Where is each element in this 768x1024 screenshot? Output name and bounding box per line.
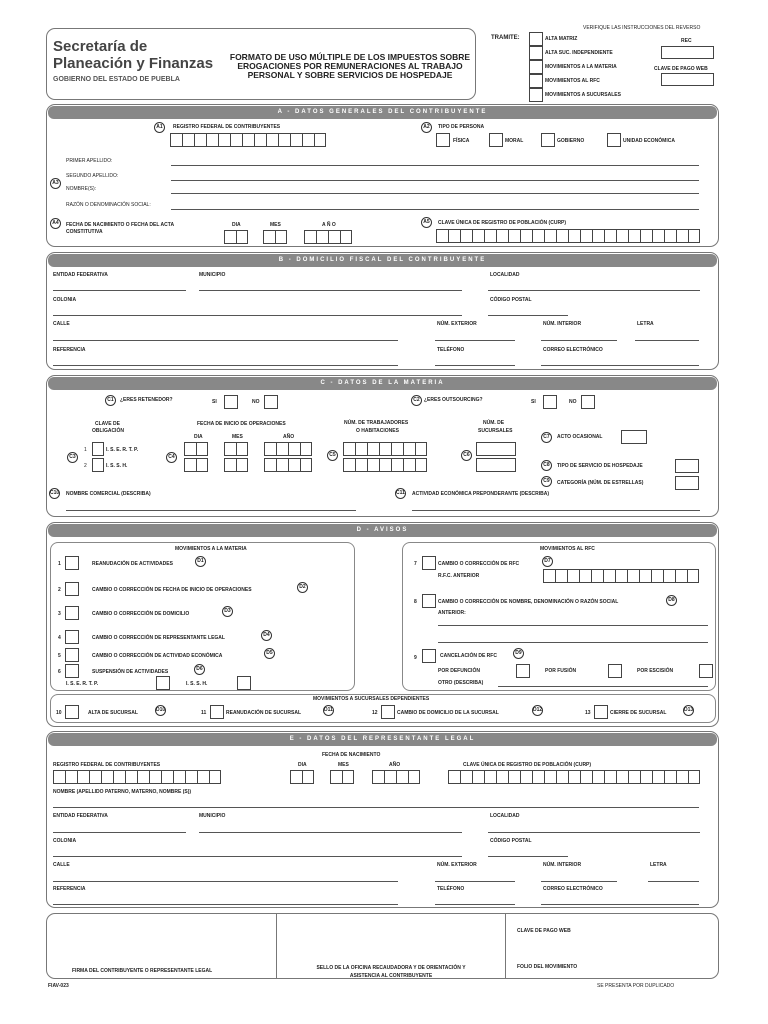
b-letra-label: LETRA (637, 321, 654, 327)
d2-marker: D2 (297, 582, 308, 593)
d-item9-checkbox[interactable] (422, 649, 436, 663)
d-item8-num: 8 (414, 599, 417, 605)
b-numext-line[interactable] (435, 340, 515, 341)
d-item4-label: CAMBIO O CORRECCIÓN DE REPRESENTANTE LEGAL (92, 635, 225, 641)
iser-checkbox[interactable] (92, 442, 104, 456)
tramite-alta-suc-label: ALTA SUC. INDEPENDIENTE (545, 50, 613, 56)
d-iser-label: I. S. E. R. T. P. (66, 681, 99, 687)
moral-label: MORAL (505, 138, 524, 144)
e-municipio-line[interactable] (199, 832, 462, 833)
retenedor-no-checkbox[interactable] (264, 395, 278, 409)
nombre-line[interactable] (171, 193, 699, 194)
org-name-1: Secretaría de (53, 38, 148, 55)
tramite-mov-sucursales-label: MOVIMIENTOS A SUCURSALES (545, 92, 621, 98)
b-colonia-line[interactable] (53, 315, 462, 316)
a5-marker: A5 (421, 217, 432, 228)
e-numext-line[interactable] (435, 881, 515, 882)
e-correo-label: CORREO ELECTRÓNICO (543, 886, 603, 892)
b-localidad-line[interactable] (488, 290, 700, 291)
d-item1-label: REANUDACIÓN DE ACTIVIDADES (92, 561, 173, 567)
e-telefono-line[interactable] (435, 904, 515, 905)
sucursales-label-2: SUCURSALES (478, 428, 513, 434)
tramite-mov-rfc-checkbox[interactable] (529, 74, 543, 88)
d-item10-num: 10 (56, 710, 62, 716)
d-item13-num: 13 (585, 710, 591, 716)
b-municipio-line[interactable] (199, 290, 462, 291)
anterior-line-2[interactable] (438, 642, 708, 643)
outsourcing-no-label: NO (569, 399, 577, 405)
primer-apellido-label: PRIMER APELLIDO: (66, 158, 113, 164)
d-item9-num: 9 (414, 655, 417, 661)
d-item11-label: REANUDACIÓN DE SUCURSAL (226, 710, 302, 716)
d3-marker: D3 (222, 606, 233, 617)
d-item2-checkbox[interactable] (65, 582, 79, 596)
sucursales-label-1: NÚM. DE (483, 420, 505, 426)
tramite-alta-suc-checkbox[interactable] (529, 46, 543, 60)
segundo-apellido-label: SEGUNDO APELLIDO: (66, 173, 119, 179)
clave-web-field[interactable] (661, 73, 714, 86)
e-entidad-label: ENTIDAD FEDERATIVA (53, 813, 108, 819)
tramite-mov-rfc-label: MOVIMIENTOS AL RFC (545, 78, 600, 84)
unidad-checkbox[interactable] (607, 133, 621, 147)
outsourcing-si-checkbox[interactable] (543, 395, 557, 409)
d-item6-checkbox[interactable] (65, 664, 79, 678)
d-iser-checkbox[interactable] (156, 676, 170, 690)
trabajadores-label-2: O HABITACIONES (356, 428, 399, 434)
title-line-2: EROGACIONES POR REMUNERACIONES AL TRABAJO (237, 61, 463, 71)
a4-marker: A4 (50, 218, 61, 229)
anterior-line-1[interactable] (438, 625, 708, 626)
e-cp-label: CÓDIGO POSTAL (490, 838, 532, 844)
d-item7-checkbox[interactable] (422, 556, 436, 570)
b-calle-label: CALLE (53, 321, 70, 327)
section-e-title: E - DATOS DEL REPRESENTANTE LEGAL (48, 733, 717, 746)
issh-label: I. S. S. H. (106, 463, 128, 469)
trabajadores-label-1: NÚM. DE TRABAJADORES (344, 420, 409, 426)
firma-label: FIRMA DEL CONTRIBUYENTE O REPRESENTANTE LEGAL (72, 968, 213, 974)
a-dia-grid[interactable] (224, 230, 248, 244)
actividad-line[interactable] (412, 510, 700, 511)
a-curp-label: CLAVE ÚNICA DE REGISTRO DE POBLACIÓN (CURP) (438, 220, 567, 226)
a3-marker: A3 (50, 178, 61, 189)
signature-divider-2 (505, 913, 506, 979)
title-line-1: FORMATO DE USO MÚLTIPLE DE LOS IMPUESTOS SOBRE (229, 52, 471, 62)
a-mes-grid[interactable] (263, 230, 287, 244)
c6-marker: C6 (461, 450, 472, 461)
fisica-label: FÍSICA (453, 138, 470, 144)
signature-divider-1 (276, 913, 277, 979)
clave-oblig-1: CLAVE DE (95, 421, 120, 427)
b-cp-label: CÓDIGO POSTAL (490, 297, 532, 303)
e-dia-label: DIA (298, 762, 307, 768)
razon-line[interactable] (171, 209, 699, 210)
b-entidad-line[interactable] (53, 290, 186, 291)
defuncion-checkbox[interactable] (516, 664, 530, 678)
e-fecha-nac-label: FECHA DE NACIMIENTO (322, 752, 381, 758)
d-item11-num: 11 (201, 710, 207, 716)
d-item8-label: CAMBIO O CORRECCIÓN DE NOMBRE, DENOMINACIÓN O RAZÓN SOCIAL (438, 599, 619, 605)
d13-marker: D13 (683, 705, 694, 716)
fecha-acta-label-1: FECHA DE NACIMIENTO O FECHA DEL ACTA (66, 222, 175, 228)
e-dia-grid[interactable] (290, 770, 314, 784)
primer-apellido-line[interactable] (171, 165, 699, 166)
d5-marker: D5 (264, 648, 275, 659)
retenedor-si-checkbox[interactable] (224, 395, 238, 409)
gobierno-label: GOBIERNO (557, 138, 585, 144)
fusion-label: POR FUSIÓN (545, 668, 577, 674)
b-numint-label: NÚM. INTERIOR (543, 321, 582, 327)
folio-label: FOLIO DEL MOVIMIENTO (517, 964, 578, 970)
d7-marker: D7 (542, 556, 553, 567)
d-issh-checkbox[interactable] (237, 676, 251, 690)
verify-instructions: VERIFIQUE LAS INSTRUCCIONES DEL REVERSO (583, 25, 701, 31)
d-item3-num: 3 (58, 611, 61, 617)
d9-marker: D9 (513, 648, 524, 659)
b-correo-label: CORREO ELECTRÓNICO (543, 347, 603, 353)
unidad-label: UNIDAD ECONÓMICA (623, 138, 675, 144)
e-mes-grid[interactable] (330, 770, 354, 784)
d8-marker: D8 (666, 595, 677, 606)
sucursales-field-1[interactable] (476, 442, 516, 456)
d-item5-num: 5 (58, 653, 61, 659)
outsourcing-label: ¿ERES OUTSOURCING? (424, 397, 483, 403)
e-nombre-line[interactable] (53, 807, 699, 808)
b-cp-line[interactable] (488, 315, 568, 316)
c-anio-label: AÑO (283, 434, 295, 440)
a-anio-grid[interactable] (304, 230, 352, 244)
c-dia-grid-2[interactable] (184, 458, 208, 472)
form-code: FIAV-023 (48, 983, 69, 989)
d-item4-num: 4 (58, 635, 61, 641)
e-letra-label: LETRA (650, 862, 667, 868)
e-referencia-line[interactable] (53, 904, 398, 905)
b-telefono-line[interactable] (435, 365, 515, 366)
clave-oblig-2: OBLIGACIÓN (92, 428, 124, 434)
e-numint-line[interactable] (541, 881, 617, 882)
b-referencia-line[interactable] (53, 365, 398, 366)
d-item2-label: CAMBIO O CORRECCIÓN DE FECHA DE INICIO DE OPERACIONES (92, 587, 252, 593)
c5-marker: C5 (327, 450, 338, 461)
c8-marker: C8 (541, 460, 552, 471)
b-localidad-label: LOCALIDAD (490, 272, 520, 278)
rec-label: REC (681, 38, 692, 44)
segundo-apellido-line[interactable] (171, 180, 699, 181)
d-item10-label: ALTA DE SUCURSAL (88, 710, 138, 716)
b-numext-label: NÚM. EXTERIOR (437, 321, 477, 327)
retenedor-si-label: SI (212, 399, 217, 405)
e-entidad-line[interactable] (53, 832, 186, 833)
mov-materia-title: MOVIMIENTOS A LA MATERIA (175, 546, 247, 552)
c10-marker: C10 (49, 488, 60, 499)
c-dia-label: DIA (194, 434, 203, 440)
duplicado-note: SE PRESENTA POR DUPLICADO (597, 983, 675, 989)
fecha-ops-label: FECHA DE INICIO DE OPERACIONES (197, 421, 286, 427)
acto-field[interactable] (621, 430, 647, 444)
d12-marker: D12 (532, 705, 543, 716)
sucursales-field-2[interactable] (476, 458, 516, 472)
b-municipio-label: MUNICIPIO (199, 272, 226, 278)
mov-rfc-title: MOVIMIENTOS AL RFC (540, 546, 595, 552)
e-rfc-grid[interactable] (53, 770, 221, 784)
e-calle-line[interactable] (53, 881, 398, 882)
fusion-checkbox[interactable] (608, 664, 622, 678)
e-letra-line[interactable] (648, 881, 699, 882)
b-numint-line[interactable] (541, 340, 617, 341)
defuncion-label: POR DEFUNCIÓN (438, 668, 480, 674)
footer-clave-web-label: CLAVE DE PAGO WEB (517, 928, 571, 934)
d-item3-checkbox[interactable] (65, 606, 79, 620)
tramite-mov-materia-label: MOVIMIENTOS A LA MATERIA (545, 64, 617, 70)
d-item13-label: CIERRE DE SUCURSAL (610, 710, 667, 716)
a-curp-grid[interactable] (436, 229, 700, 243)
nombre-label: NOMBRE(S): (66, 186, 96, 192)
d-item9-label: CANCELACIÓN DE RFC (440, 653, 497, 659)
escision-checkbox[interactable] (699, 664, 713, 678)
a-anio-label: A Ñ O (322, 222, 336, 228)
categoria-label: CATEGORÍA (NÚM. DE ESTRELLAS) (557, 480, 644, 486)
retenedor-no-label: NO (252, 399, 260, 405)
e-telefono-label: TELÉFONO (437, 886, 465, 892)
e-rfc-label: REGISTRO FEDERAL DE CONTRIBUYENTES (53, 762, 161, 768)
section-b (46, 252, 719, 370)
comercial-label: NOMBRE COMERCIAL (DESCRIBA) (66, 491, 151, 497)
tramite-alta-matriz-checkbox[interactable] (529, 32, 543, 46)
b-colonia-label: COLONIA (53, 297, 77, 303)
clave-web-label: CLAVE DE PAGO WEB (654, 66, 708, 72)
d-issh-label: I. S. S. H. (186, 681, 208, 687)
d-item5-label: CAMBIO O CORRECCIÓN DE ACTIVIDAD ECONÓMICA (92, 653, 223, 659)
e-mes-label: MES (338, 762, 349, 768)
tipo-hosp-label: TIPO DE SERVICIO DE HOSPEDAJE (557, 463, 643, 469)
e-referencia-label: REFERENCIA (53, 886, 86, 892)
iser-label: I. S. E. R. T. P. (106, 447, 139, 453)
e-calle-label: CALLE (53, 862, 70, 868)
d-item7-label: CAMBIO O CORRECCIÓN DE RFC (438, 561, 520, 567)
c7-marker: C7 (541, 432, 552, 443)
c-mes-label: MES (232, 434, 243, 440)
e-numint-label: NÚM. INTERIOR (543, 862, 582, 868)
a-mes-label: MES (270, 222, 281, 228)
sello-line-2: ASISTENCIA AL CONTRIBUYENTE (349, 973, 433, 979)
actividad-label: ACTIVIDAD ECONÓMICA PREPONDERANTE (DESCRIBA) (412, 491, 550, 497)
tramite-mov-sucursales-checkbox[interactable] (529, 88, 543, 102)
c-anio-grid-2[interactable] (264, 458, 312, 472)
d1-marker: D1 (195, 556, 206, 567)
title-line-3: PERSONAL Y SOBRE SERVICIOS DE HOSPEDAJE (247, 70, 453, 80)
d6-marker: D6 (194, 664, 205, 675)
d-item1-num: 1 (58, 561, 61, 567)
e-colonia-label: COLONIA (53, 838, 77, 844)
b-calle-line[interactable] (53, 340, 398, 341)
e-localidad-label: LOCALIDAD (490, 813, 520, 819)
d-item12-num: 12 (372, 710, 378, 716)
gov-name: GOBIERNO DEL ESTADO DE PUEBLA (53, 76, 180, 83)
outsourcing-no-checkbox[interactable] (581, 395, 595, 409)
c-mes-grid-1[interactable] (224, 442, 248, 456)
b-letra-line[interactable] (635, 340, 699, 341)
e-cp-line[interactable] (488, 856, 568, 857)
a-rfc-grid[interactable] (170, 133, 326, 147)
d-item3-label: CAMBIO O CORRECCIÓN DE DOMICILIO (92, 611, 190, 617)
section-d-title: D - AVISOS (48, 524, 717, 537)
e-curp-label: CLAVE ÚNICA DE REGISTRO DE POBLACIÓN (CURP) (463, 762, 592, 768)
section-a-title: A - DATOS GENERALES DEL CONTRIBUYENTE (48, 106, 717, 119)
b-entidad-label: ENTIDAD FEDERATIVA (53, 272, 108, 278)
d-item11-checkbox[interactable] (210, 705, 224, 719)
fisica-checkbox[interactable] (436, 133, 450, 147)
d-item2-num: 2 (58, 587, 61, 593)
d4-marker: D4 (261, 630, 272, 641)
moral-checkbox[interactable] (489, 133, 503, 147)
d-item12-checkbox[interactable] (381, 705, 395, 719)
d-item6-label: SUSPENSIÓN DE ACTIVIDADES (92, 669, 169, 675)
c-anio-grid-1[interactable] (264, 442, 312, 456)
retenedor-label: ¿ERES RETENEDOR? (120, 397, 173, 403)
escision-label: POR ESCISIÓN (637, 668, 674, 674)
trabajadores-grid-1[interactable] (343, 442, 427, 456)
trabajadores-grid-2[interactable] (343, 458, 427, 472)
a-dia-label: DIA (232, 222, 241, 228)
comercial-line[interactable] (66, 510, 356, 511)
gobierno-checkbox[interactable] (541, 133, 555, 147)
e-numext-label: NÚM. EXTERIOR (437, 862, 477, 868)
a-rfc-label: REGISTRO FEDERAL DE CONTRIBUYENTES (173, 124, 281, 130)
anterior-label: ANTERIOR: (438, 610, 466, 616)
outsourcing-si-label: SI (531, 399, 536, 405)
acto-label: ACTO OCASIONAL (557, 434, 603, 440)
e-municipio-label: MUNICIPIO (199, 813, 226, 819)
section-c-title: C - DATOS DE LA MATERIA (48, 377, 717, 390)
tramite-label: TRAMITE: (491, 35, 520, 41)
c2-marker: C2 (411, 395, 422, 406)
tramite-alta-matriz-label: ALTA MATRIZ (545, 36, 578, 42)
d-item5-checkbox[interactable] (65, 648, 79, 662)
e-colonia-line[interactable] (53, 856, 462, 857)
otro-label: OTRO (DESCRIBA) (438, 680, 484, 686)
c-dia-grid-1[interactable] (184, 442, 208, 456)
rfc-anterior-grid[interactable] (543, 569, 699, 583)
d11-marker: D11 (323, 705, 334, 716)
e-curp-grid[interactable] (448, 770, 700, 784)
c-row1-num: 1 (84, 447, 87, 453)
tipo-persona-label: TIPO DE PERSONA (438, 124, 485, 130)
d-item4-checkbox[interactable] (65, 630, 79, 644)
a2-marker: A2 (421, 122, 432, 133)
c1-marker: C1 (105, 395, 116, 406)
categoria-field[interactable] (675, 476, 699, 490)
c11-marker: C11 (395, 488, 406, 499)
sello-label (282, 964, 500, 980)
otro-line[interactable] (498, 686, 708, 687)
e-localidad-line[interactable] (488, 832, 700, 833)
org-name-2: Planeación y Finanzas (53, 55, 214, 72)
tramite-mov-materia-checkbox[interactable] (529, 60, 543, 74)
e-anio-label: AÑO (389, 762, 401, 768)
section-b-title: B - DOMICILIO FISCAL DEL CONTRIBUYENTE (48, 254, 717, 267)
d-item13-checkbox[interactable] (594, 705, 608, 719)
fecha-acta-label-2: CONSTITUTIVA (66, 229, 103, 235)
issh-checkbox[interactable] (92, 458, 104, 472)
d-item12-label: CAMBIO DE DOMICILIO DE LA SUCURSAL (397, 710, 499, 716)
sello-line-1: SELLO DE LA OFICINA RECAUDADORA Y DE ORIENTACIÓN Y (316, 965, 466, 971)
a1-marker: A1 (154, 122, 165, 133)
rec-field[interactable] (661, 46, 714, 59)
form-title (228, 53, 472, 80)
tipo-hosp-field[interactable] (675, 459, 699, 473)
mov-sucursales-title: MOVIMIENTOS A SUCURSALES DEPENDIENTES (313, 696, 430, 702)
b-telefono-label: TELÉFONO (437, 347, 465, 353)
rfc-anterior-label: R.F.C. ANTERIOR (438, 573, 480, 579)
c4-marker: C4 (166, 452, 177, 463)
d-item7-num: 7 (414, 561, 417, 567)
c3-marker: C3 (67, 452, 78, 463)
e-anio-grid[interactable] (372, 770, 420, 784)
d-item8-checkbox[interactable] (422, 594, 436, 608)
d10-marker: D10 (155, 705, 166, 716)
b-correo-line[interactable] (541, 365, 699, 366)
c-row2-num: 2 (84, 463, 87, 469)
d-item10-checkbox[interactable] (65, 705, 79, 719)
d-item1-checkbox[interactable] (65, 556, 79, 570)
e-nombre-label: NOMBRE (APELLIDO PATERNO, MATERNO, NOMBRE (S)) (53, 789, 192, 795)
d-item6-num: 6 (58, 669, 61, 675)
c9-marker: C9 (541, 476, 552, 487)
e-correo-line[interactable] (541, 904, 699, 905)
c-mes-grid-2[interactable] (224, 458, 248, 472)
b-referencia-label: REFERENCIA (53, 347, 86, 353)
razon-label: RAZÓN O DENOMINACIÓN SOCIAL: (66, 202, 151, 208)
